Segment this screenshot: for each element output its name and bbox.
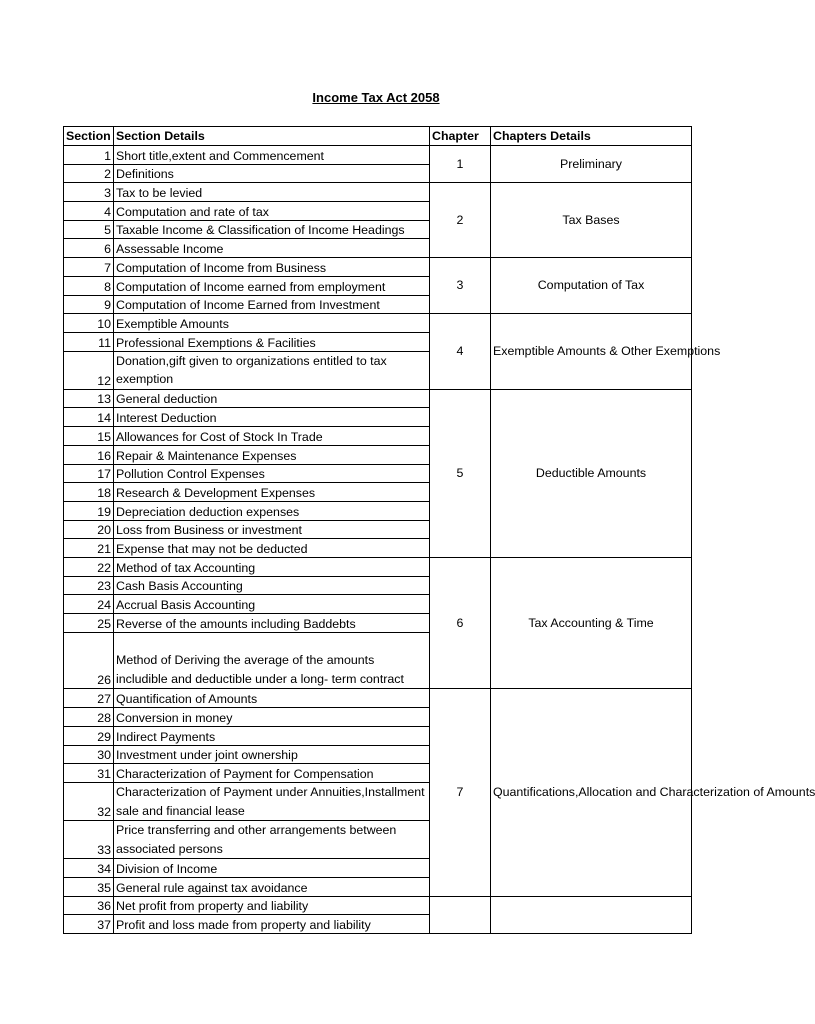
- section-detail: Conversion in money: [114, 708, 430, 727]
- table-row: [64, 896, 692, 915]
- table-row: [64, 146, 692, 165]
- section-detail: Characterization of Payment under Annuities,Installment sale and financial lease: [114, 782, 430, 820]
- section-number: 18: [64, 483, 114, 502]
- section-number: 1: [64, 146, 114, 165]
- header-chapter-details: Chapters Details: [491, 127, 692, 146]
- chapter-detail: Deductible Amounts: [491, 389, 692, 557]
- section-number: 35: [64, 877, 114, 896]
- section-number: 10: [64, 314, 114, 333]
- section-number: 14: [64, 408, 114, 427]
- section-detail: Computation of Income Earned from Investment: [114, 295, 430, 314]
- section-detail: Tax to be levied: [114, 183, 430, 202]
- section-detail: Short title,extent and Commencement: [114, 146, 430, 165]
- section-detail: Quantification of Amounts: [114, 689, 430, 708]
- chapter-number: 6: [430, 557, 491, 689]
- section-detail: Professional Exemptions & Facilities: [114, 332, 430, 351]
- chapter-number: 4: [430, 314, 491, 390]
- document-title: Income Tax Act 2058: [312, 90, 440, 105]
- section-number: 3: [64, 183, 114, 202]
- table-row: [64, 314, 692, 333]
- chapter-detail: Preliminary: [491, 146, 692, 183]
- table-header-row: [64, 127, 692, 146]
- section-number: 28: [64, 708, 114, 727]
- section-number: 22: [64, 557, 114, 576]
- section-number: 8: [64, 276, 114, 295]
- section-number: 2: [64, 164, 114, 183]
- section-number: 20: [64, 520, 114, 539]
- chapter-number: [430, 896, 491, 933]
- chapter-detail: Exemptible Amounts & Other Exemptions: [491, 314, 692, 390]
- section-detail: Computation of Income earned from employment: [114, 276, 430, 295]
- section-number: 5: [64, 220, 114, 239]
- section-detail: General deduction: [114, 389, 430, 408]
- section-detail: Assessable Income: [114, 239, 430, 258]
- section-number: 4: [64, 202, 114, 221]
- section-number: 17: [64, 464, 114, 483]
- section-number: 30: [64, 745, 114, 764]
- chapter-number: 3: [430, 258, 491, 314]
- section-detail: Definitions: [114, 164, 430, 183]
- chapter-detail: Tax Accounting & Time: [491, 557, 692, 689]
- section-detail: Research & Development Expenses: [114, 483, 430, 502]
- chapter-number: 7: [430, 689, 491, 896]
- table-row: [64, 689, 692, 708]
- section-detail: Exemptible Amounts: [114, 314, 430, 333]
- section-detail: Net profit from property and liability: [114, 896, 430, 915]
- section-number: 19: [64, 501, 114, 520]
- section-detail: Computation of Income from Business: [114, 258, 430, 277]
- table-row: [64, 557, 692, 576]
- section-number: 34: [64, 859, 114, 878]
- section-detail: Reverse of the amounts including Baddebts: [114, 614, 430, 633]
- section-number: 15: [64, 427, 114, 446]
- section-number: 6: [64, 239, 114, 258]
- section-detail: Price transferring and other arrangements between associated persons: [114, 821, 430, 859]
- section-detail: Indirect Payments: [114, 726, 430, 745]
- section-number: 24: [64, 595, 114, 614]
- section-number: 32: [64, 782, 114, 820]
- section-detail: Pollution Control Expenses: [114, 464, 430, 483]
- chapter-number: 1: [430, 146, 491, 183]
- chapter-number: 5: [430, 389, 491, 557]
- section-detail: Characterization of Payment for Compensation: [114, 764, 430, 783]
- section-number: 23: [64, 576, 114, 595]
- section-detail: Accrual Basis Accounting: [114, 595, 430, 614]
- section-number: 25: [64, 614, 114, 633]
- section-detail: Interest Deduction: [114, 408, 430, 427]
- section-detail: Allowances for Cost of Stock In Trade: [114, 427, 430, 446]
- chapter-detail: [491, 896, 692, 933]
- section-number: 9: [64, 295, 114, 314]
- section-number: 37: [64, 915, 114, 934]
- chapter-detail: Tax Bases: [491, 183, 692, 258]
- section-number: 31: [64, 764, 114, 783]
- section-number: 36: [64, 896, 114, 915]
- table-row: [64, 183, 692, 202]
- section-number: 27: [64, 689, 114, 708]
- section-detail: Cash Basis Accounting: [114, 576, 430, 595]
- section-number: 7: [64, 258, 114, 277]
- section-number: 11: [64, 332, 114, 351]
- chapter-detail: Quantifications,Allocation and Characterization of Amounts: [491, 689, 692, 896]
- chapter-detail: Computation of Tax: [491, 258, 692, 314]
- table-body: [64, 146, 815, 934]
- section-detail: Expense that may not be deducted: [114, 539, 430, 558]
- section-detail: Repair & Maintenance Expenses: [114, 445, 430, 464]
- chapter-number: 2: [430, 183, 491, 258]
- section-detail: General rule against tax avoidance: [114, 877, 430, 896]
- section-detail: Computation and rate of tax: [114, 202, 430, 221]
- header-chapter: Chapter: [430, 127, 491, 146]
- income-tax-table: [63, 126, 815, 934]
- section-number: 29: [64, 726, 114, 745]
- section-detail: Method of Deriving the average of the amounts includible and deductible under a long- term contract: [114, 632, 430, 689]
- section-number: 33: [64, 821, 114, 859]
- table-row: [64, 389, 692, 408]
- section-detail: Method of tax Accounting: [114, 557, 430, 576]
- section-number: 13: [64, 389, 114, 408]
- header-section: Section: [64, 127, 114, 146]
- table-row: [64, 258, 692, 277]
- section-detail: Profit and loss made from property and liability: [114, 915, 430, 934]
- section-detail: Division of Income: [114, 859, 430, 878]
- header-section-details: Section Details: [114, 127, 430, 146]
- section-number: 12: [64, 351, 114, 389]
- section-detail: Taxable Income & Classification of Income Headings: [114, 220, 430, 239]
- section-number: 26: [64, 632, 114, 689]
- section-detail: Loss from Business or investment: [114, 520, 430, 539]
- section-detail: Donation,gift given to organizations entitled to tax exemption: [114, 351, 430, 389]
- section-number: 21: [64, 539, 114, 558]
- section-number: 16: [64, 445, 114, 464]
- section-detail: Depreciation deduction expenses: [114, 501, 430, 520]
- section-detail: Investment under joint ownership: [114, 745, 430, 764]
